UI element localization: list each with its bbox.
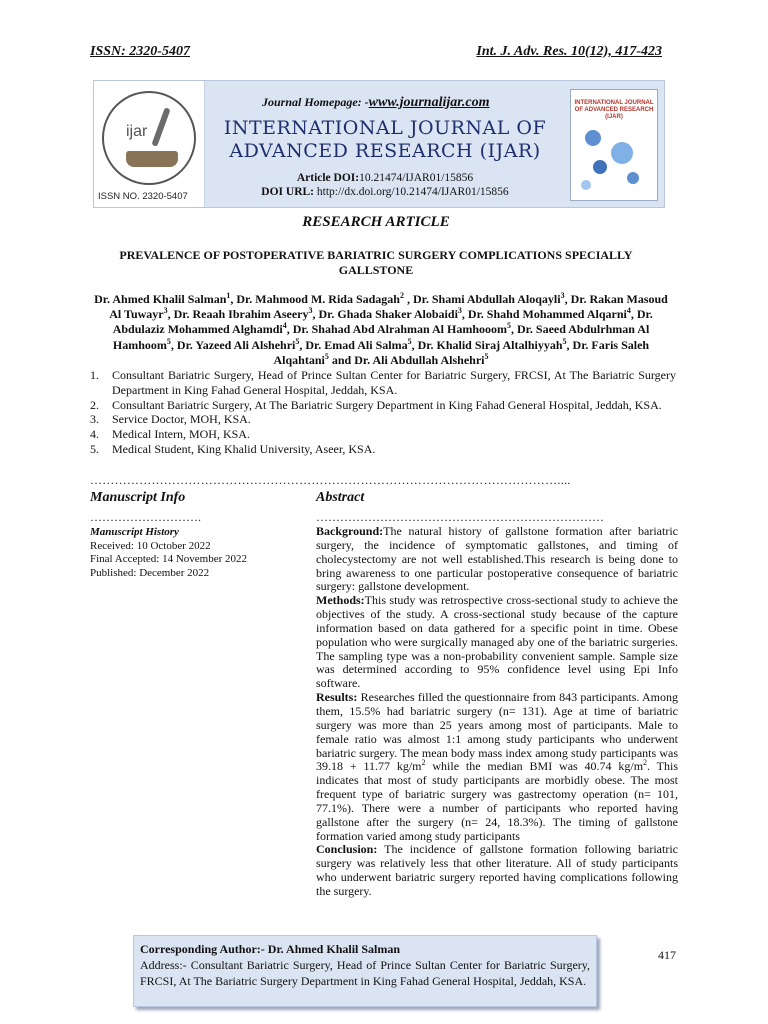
homepage-label: Journal Homepage: - bbox=[262, 95, 369, 109]
conclusion-label: Conclusion: bbox=[316, 842, 378, 857]
results-text-1: Researches filled the questionnaire from 843 participants. Among them, 15.5% had bariatric surgery (n= 131). Age at time of bariatric surgery was more than 25 years among most of participants. Male to female ratio was almost 1:1 among study participants who underwent bariatric surgery. The mean body mass index among study participants was 39.18 + 11.77 kg/m bbox=[316, 690, 678, 774]
affiliation-number: 1. bbox=[90, 368, 99, 382]
manuscript-history-label: Manuscript History bbox=[90, 526, 179, 538]
author-name: Dr. Ali Abdullah Alshehri bbox=[354, 352, 485, 367]
homepage-link[interactable]: www.journalijar.com bbox=[368, 95, 490, 110]
author-affiliation-sup: 5 bbox=[507, 321, 512, 331]
abstract-methods bbox=[316, 594, 678, 691]
affiliation-item bbox=[90, 442, 676, 457]
author-name: Dr. Shami Abdullah Aloqayli bbox=[412, 292, 561, 306]
received-date: Received: 10 October 2022 bbox=[90, 539, 211, 552]
book-icon bbox=[126, 151, 178, 167]
corresponding-address: Address:- Consultant Bariatric Surgery, Head of Prince Sultan Center for Bariatric Surgery, FRCSI, At The Bariatric Surgery Department in King Fahad General Hospital, Jeddah, KSA. bbox=[140, 958, 590, 988]
journal-banner bbox=[93, 80, 665, 208]
methods-text: This study was retrospective cross-sectional study to achieve the objectives of the study. A cross-sectional study because of the capture information based on data gathered for a specific point in time. Obese population who were surgically managed aby one of the bariatric surgeries. The sampling type was a non-probability convenient sample. Sample size was determined according to 95% confidence level using Epi Info software. bbox=[316, 593, 678, 691]
logo-text: ijar bbox=[126, 123, 148, 140]
results-sup-1: 2 bbox=[421, 758, 426, 768]
affiliation-text: Medical Intern, MOH, KSA. bbox=[112, 427, 250, 442]
citation-label: Int. J. Adv. Res. 10(12), 417-423 bbox=[476, 44, 662, 59]
article-doi: 10.21474/IJAR01/15856 bbox=[359, 172, 474, 184]
journal-title bbox=[220, 117, 550, 163]
journal-logo bbox=[94, 81, 205, 207]
author-name: Dr. Shahad Abd Alrahman Al Hamhooom bbox=[292, 322, 508, 337]
article-doi-label: Article DOI: bbox=[296, 172, 360, 184]
affiliation-text: Service Doctor, MOH, KSA. bbox=[112, 412, 251, 427]
author-affiliation-sup: 5 bbox=[562, 336, 567, 346]
author-name: Dr. Rakan Masoud Al Tuwayr bbox=[109, 292, 668, 322]
author-affiliation-sup: 5 bbox=[166, 336, 171, 346]
author-name: Dr. Yazeed Ali Alshehri bbox=[176, 337, 296, 352]
author-affiliation-sup: 1 bbox=[226, 291, 231, 300]
author-affiliation-sup: 5 bbox=[295, 336, 300, 346]
affiliation-number: 4. bbox=[90, 427, 99, 442]
results-text-3: . This indicates that most of study participants are morbidly obese. The most frequent type of bariatric surgery was gastrectomy operation (n= 101, 77.1%). There were a number of participants who reported having gallstone after the surgery (n= 24, 18.3%). The timing of gallstone formation varied among study participants bbox=[316, 759, 679, 843]
logo-emblem-icon bbox=[102, 91, 196, 185]
affiliation-text: Consultant Bariatric Surgery, At The Bariatric Surgery Department in King Fahad General Hospital, Jeddah, KSA. bbox=[112, 397, 662, 412]
manuscript-dots: ………………………. bbox=[90, 510, 201, 524]
molecule-icon bbox=[611, 142, 633, 164]
abstract-results bbox=[316, 691, 678, 843]
background-text: The natural history of gallstone formation after bariatric surgery, the incidence of symptomatic gallstones, and timing of cholecystectomy are not well established.This research is being done to bring awareness to one particular postoperative consequence of bariatric surgery: gallstone development. bbox=[316, 524, 678, 594]
affiliation-item bbox=[90, 427, 676, 442]
quill-icon bbox=[151, 107, 170, 147]
affiliation-number: 2. bbox=[90, 397, 99, 412]
cover-title: INTERNATIONAL JOURNAL OF ADVANCED RESEARCH (IJAR) bbox=[574, 100, 654, 120]
journal-title-line2: ADVANCED RESEARCH (IJAR) bbox=[229, 140, 541, 162]
abstract-dots: ……………………………………………………………… bbox=[316, 510, 604, 524]
author-affiliation-sup: 3 bbox=[163, 306, 168, 316]
author-name: Dr. Faris Saleh Alqahtani bbox=[273, 337, 650, 367]
published-date: Published: December 2022 bbox=[90, 566, 210, 579]
affiliation-item bbox=[90, 398, 676, 413]
corresponding-author-box bbox=[133, 935, 597, 1007]
affiliation-number: 5. bbox=[90, 441, 99, 456]
author-affiliation-sup: 3 bbox=[560, 291, 565, 300]
author-affiliation-sup: 3 bbox=[457, 306, 462, 316]
conclusion-text: The incidence of gallstone formation following bariatric surgery was relatively less that other literature. All of study participants who underwent bariatric surgery reported having complications following the surgery. bbox=[316, 842, 678, 898]
background-label: Background: bbox=[316, 524, 384, 538]
author-name: Dr. Ghada Shaker Alobaidi bbox=[318, 307, 458, 322]
issn-label: ISSN: 2320-5407 bbox=[90, 44, 190, 59]
author-affiliation-sup: 4 bbox=[626, 306, 631, 316]
logo-issn: ISSN NO. 2320-5407 bbox=[98, 191, 188, 202]
abstract-conclusion bbox=[316, 843, 678, 898]
manuscript-history bbox=[90, 526, 290, 580]
corresponding-author-label: Corresponding Author:- Dr. Ahmed Khalil Salman bbox=[140, 942, 401, 956]
author-name: Dr. Mahmood M. Rida Sadagah bbox=[236, 292, 400, 306]
molecule-icon bbox=[627, 172, 639, 184]
author-name: Dr. Khalid Siraj Altalhiyyah bbox=[417, 337, 563, 352]
article-title: PREVALENCE OF POSTOPERATIVE BARIATRIC SURGERY COMPLICATIONS SPECIALLY GALLSTONE bbox=[119, 248, 633, 277]
molecule-icon bbox=[581, 180, 591, 190]
molecule-icon bbox=[585, 130, 601, 146]
author-affiliation-sup: 4 bbox=[282, 321, 287, 331]
results-sup-2: 2 bbox=[643, 758, 648, 768]
doi-url-link[interactable]: http://dx.doi.org/10.21474/IJAR01/15856 bbox=[316, 186, 509, 198]
methods-label: Methods: bbox=[316, 593, 365, 608]
running-header bbox=[90, 44, 662, 64]
affiliation-number: 3. bbox=[90, 412, 99, 427]
author-name: Dr. Emad Ali Salma bbox=[305, 337, 408, 352]
abstract-heading: Abstract bbox=[316, 490, 365, 505]
journal-title-line1: INTERNATIONAL JOURNAL OF bbox=[223, 117, 547, 139]
accepted-date: Final Accepted: 14 November 2022 bbox=[90, 553, 248, 565]
author-name: Dr. Shahd Mohammed Alqarni bbox=[467, 307, 627, 322]
affiliation-text: Consultant Bariatric Surgery, Head of Prince Sultan Center for Bariatric Surgery, FRCSI, At The Bariatric Surgery Department in King Fahad General Hospital, Jeddah, KSA. bbox=[112, 368, 676, 397]
author-name: Dr. Ahmed Khalil Salman bbox=[94, 292, 227, 306]
author-name: Dr. Abdulaziz Mohammed Alghamdi bbox=[112, 307, 653, 337]
results-text-2: while the median BMI was 40.74 kg/m bbox=[425, 759, 644, 774]
author-affiliation-sup: 5 bbox=[407, 336, 412, 346]
journal-cover-image bbox=[570, 89, 658, 201]
author-name: Dr. Saeed Abdulrhman Al Hamhoom bbox=[112, 322, 650, 352]
doi-url-label: DOI URL: bbox=[261, 186, 315, 198]
affiliation-list bbox=[90, 368, 676, 457]
manuscript-info-heading: Manuscript Info bbox=[90, 490, 186, 505]
author-list: Dr. Ahmed Khalil Salman$^1$, Dr. Mahmood M. Rida Sadagah$^2$ , Dr. Shami Abdullah Aloqayli$^3$, Dr. Rakan Masoud Al Tuwayr$^3$, Dr. Reaah Ibrahim Aseery$^3$, Dr. Ghada Shaker Alobaidi$^3$, Dr. Shahd Mohammed Alqarni$^4$, Dr. Abdulaziz Mohammed Alghamdi$^4$, Dr. Shahad Abd Alrahman Al Hamhooom$^5$, Dr. Saeed Abdulrhman Al Hamhoom$^5$, Dr. Yazeed Ali Alshehri$^5$, Dr. Emad Ali Salma$^5$, Dr. Khalid Siraj Altalhiyyah$^5$, Dr. Faris Saleh Alqahtani$^5$ and Dr. Ali Abdullah Alshehri$^5$ bbox=[94, 291, 668, 367]
journal-homepage bbox=[262, 95, 490, 111]
page-number: 417 bbox=[658, 948, 676, 962]
affiliation-item bbox=[90, 412, 676, 427]
results-label: Results: bbox=[316, 690, 358, 705]
doi-block bbox=[218, 171, 552, 199]
affiliation-text: Medical Student, King Khalid University, Aseer, KSA. bbox=[112, 441, 376, 456]
section-title: RESEARCH ARTICLE bbox=[302, 214, 450, 230]
author-affiliation-sup: 5 bbox=[324, 351, 329, 361]
author-affiliation-sup: 2 bbox=[399, 291, 404, 300]
abstract-body bbox=[316, 525, 678, 899]
abstract-background bbox=[316, 525, 678, 594]
molecule-icon bbox=[593, 160, 607, 174]
separator-dots: …………………………………………………………………………………………………….... bbox=[90, 474, 571, 486]
author-name: Dr. Reaah Ibrahim Aseery bbox=[173, 307, 309, 322]
author-affiliation-sup: 3 bbox=[308, 306, 313, 316]
author-affiliation-sup: 5 bbox=[484, 351, 489, 361]
affiliation-item bbox=[90, 368, 676, 398]
